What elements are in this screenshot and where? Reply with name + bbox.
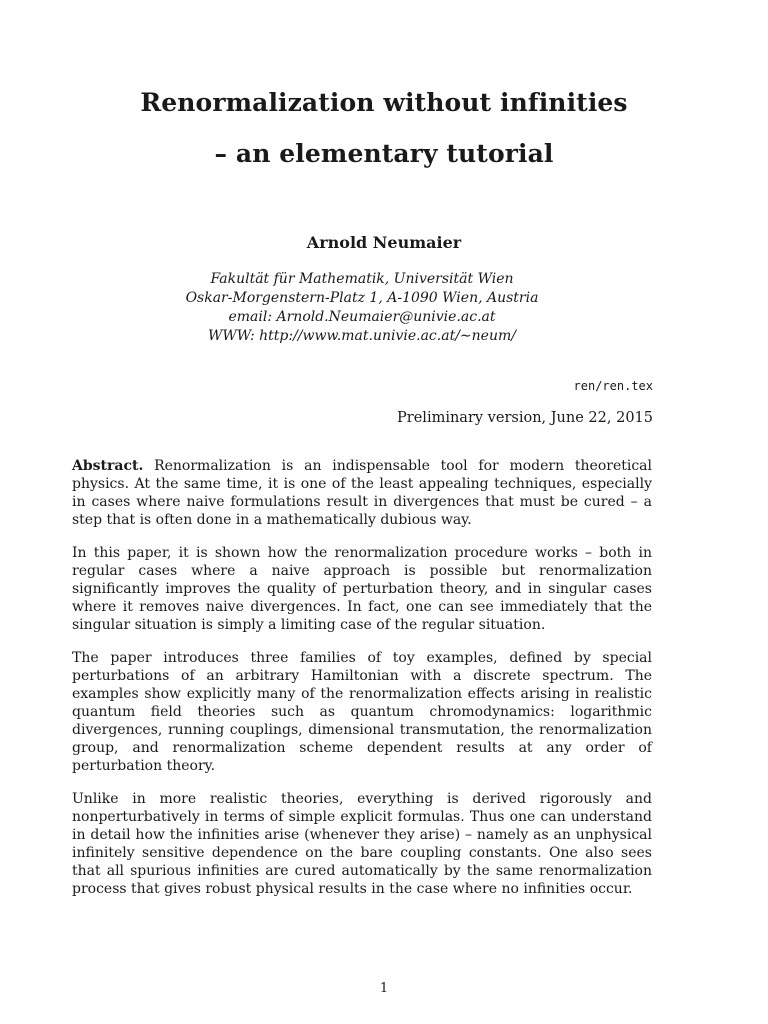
author-affiliation [0,270,724,346]
abstract-paragraph-3: The paper introduces three families of toy examples, defined by special perturbations of an arbitrary Hamiltonian with a discrete spectrum. The examples show explicitly many of the renormalization effects arising in realistic quantum field theories such as quantum chromodynamics: logarithmic divergences, running couplings, dimensional transmutation, the renormalization group, and renormalization scheme dependent results at any order of perturbation theory. [72,650,652,774]
author-name: Arnold Neumaier [306,233,462,252]
source-file-reference: ren/ren.tex [573,379,653,393]
abstract-paragraph-1-text: Renormalization is an indispensable tool for modern theoretical physics. At the same time, it is one of the least appealing techniques, especially in cases where naive formulations result in divergences that must be cured – a step that is often done in a mathematically dubious way. [72,458,653,528]
affiliation-address: Oskar-Morgenstern-Platz 1, A-1090 Wien, Austria [185,290,539,306]
abstract-paragraph-2: In this paper, it is shown how the renormalization procedure works – both in regular cases where a naive approach is possible but renormalization significantly improves the quality of perturbation theory, and in singular cases where it removes naive divergences. In fact, one can see immediately that the singular situation is simply a limiting case of the regular situation. [72,545,652,633]
page-number: 1 [379,981,389,996]
abstract-label: Abstract. [72,458,144,474]
paper-title-line-1: Renormalization without infinities [140,88,628,117]
affiliation-website: WWW: http://www.mat.univie.ac.at/∼neum/ [208,328,516,344]
version-date: Preliminary version, June 22, 2015 [397,410,653,426]
affiliation-institution: Fakultät für Mathematik, Universität Wien [210,271,514,287]
affiliation-email: email: Arnold.Neumaier@univie.ac.at [228,309,496,325]
abstract-section [72,457,652,913]
abstract-paragraph-1 [72,457,652,529]
paper-title-line-2: – an elementary tutorial [214,139,554,168]
abstract-paragraph-4: Unlike in more realistic theories, everything is derived rigorously and nonperturbatively in terms of simple explicit formulas. Thus one can understand in detail how the infinities arise (whenever they arise) – namely as an unphysical infinitely sensitive dependence on the bare coupling constants. One also sees that all spurious infinities are cured automatically by the same renormalization process that gives robust physical results in the case where no infinities occur. [72,791,652,897]
